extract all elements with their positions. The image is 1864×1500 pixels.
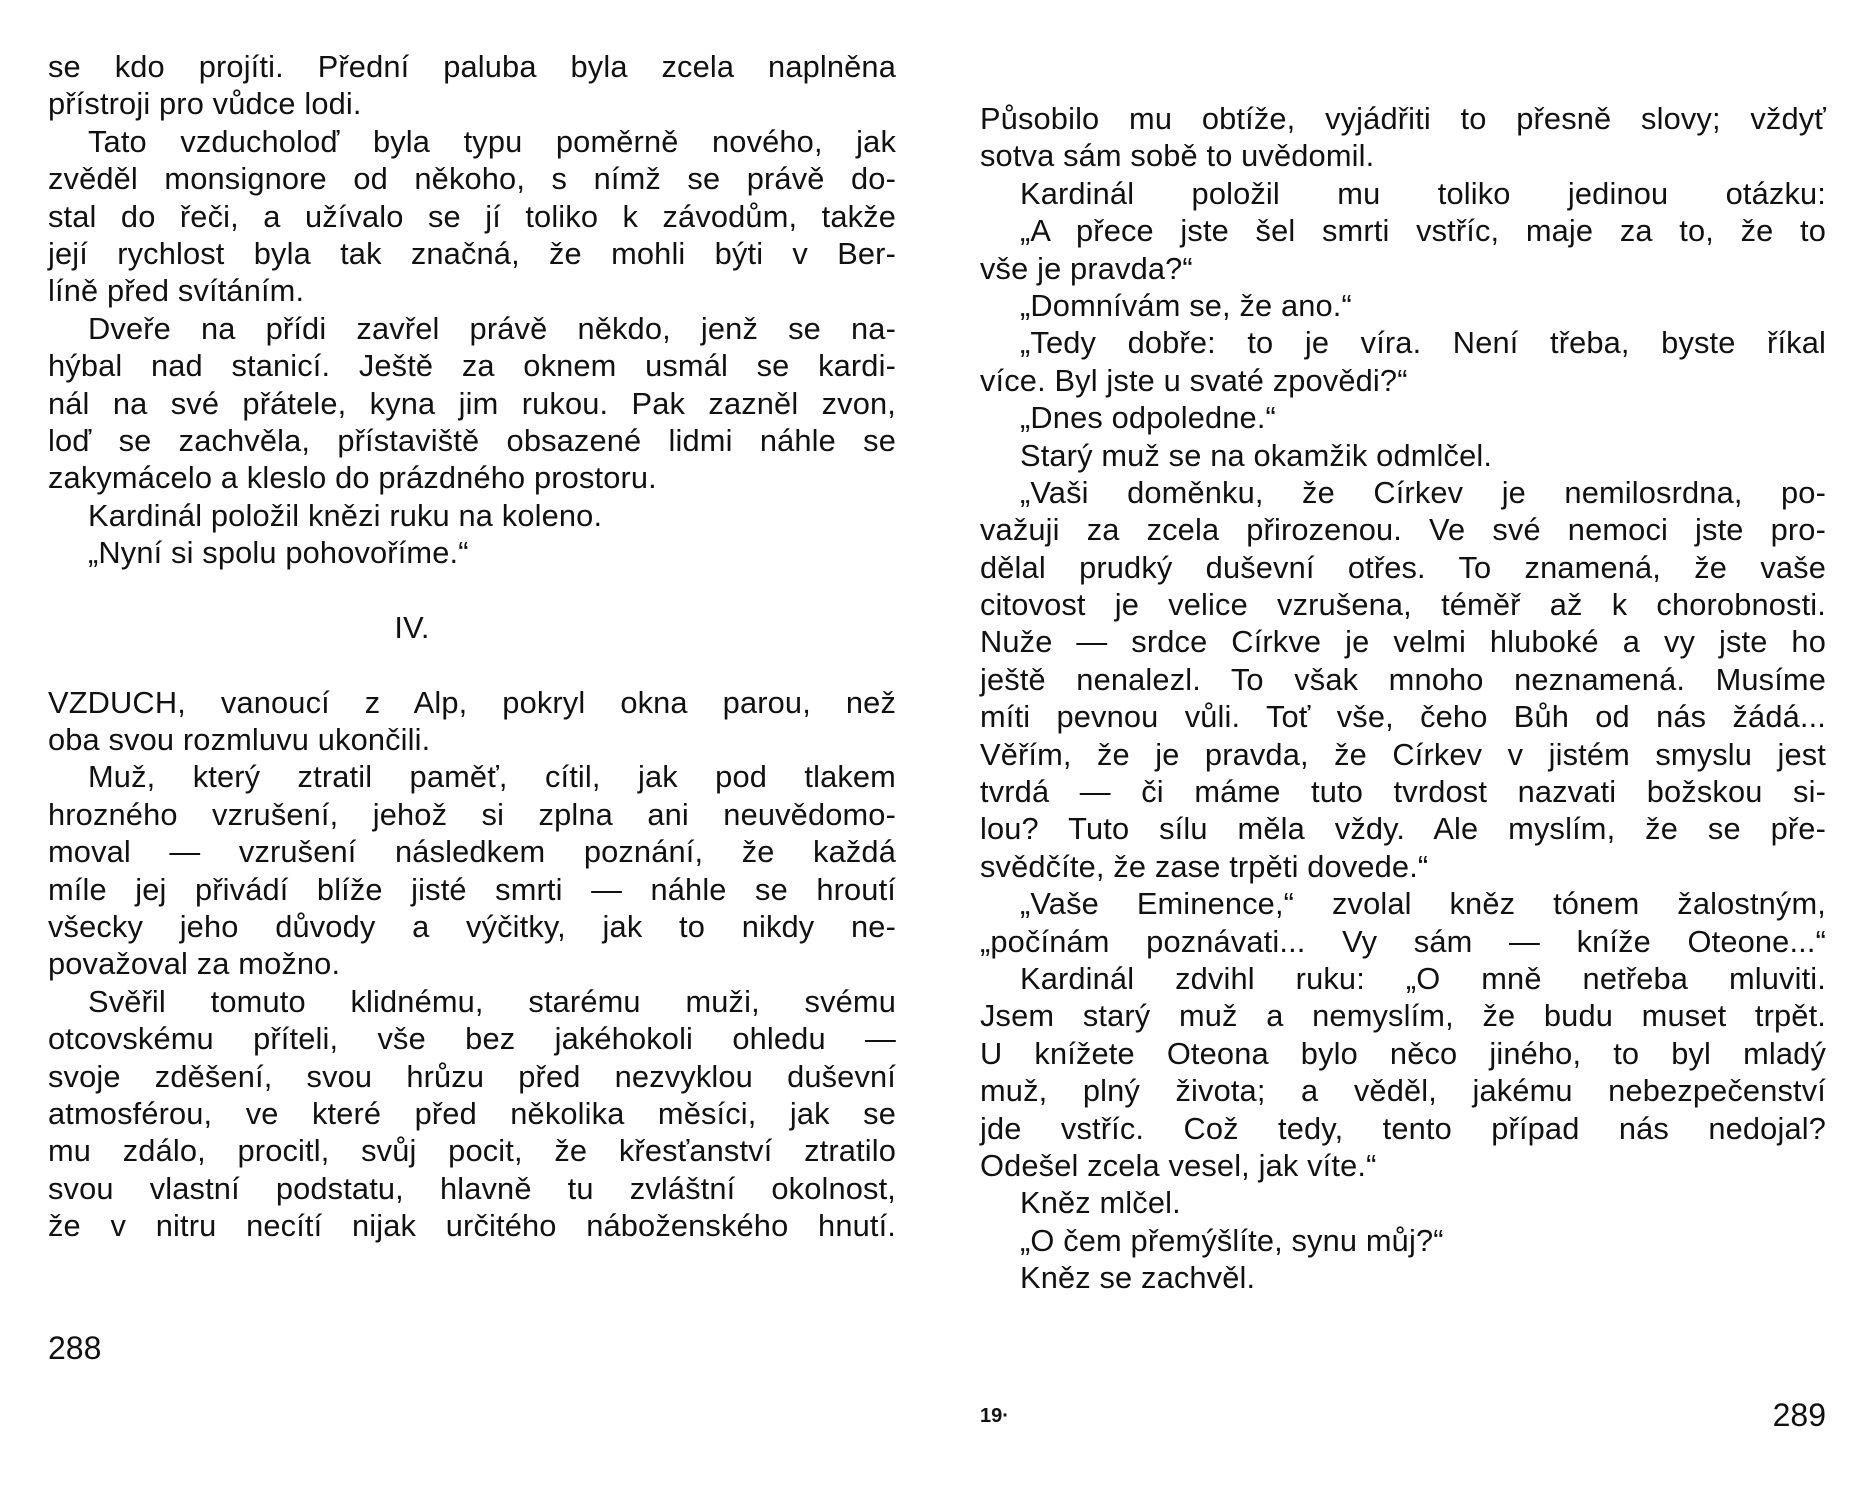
right-page-text-line: Působilo mu obtíže, vyjádřiti to přesně slovy; vždyť bbox=[980, 101, 1826, 136]
right-page-text-line: Kněz mlčel. bbox=[1020, 1185, 1181, 1221]
right-page-text-line: U knížete Oteona bylo něco jiného, to byl mladý bbox=[980, 1035, 1826, 1071]
right-page-text-line: muž, plný života; a věděl, jakému nebezpečenství bbox=[980, 1073, 1826, 1109]
left-page-text-line: se kdo projíti. Přední paluba byla zcela naplněna bbox=[48, 49, 896, 84]
right-page-number: 289 bbox=[1772, 1397, 1826, 1433]
right-page-text-line: Jsem starý muž a nemyslím, že budu muset trpět. bbox=[980, 998, 1826, 1034]
right-page-text-line: více. Byl jste u svaté zpovědi?“ bbox=[980, 362, 1408, 398]
right-page-text-line: Kardinál zdvihl ruku: „O mně netřeba mluviti. bbox=[1020, 960, 1826, 996]
left-page-text-line: „Nyní si spolu pohovoříme.“ bbox=[88, 535, 469, 571]
right-page-text-line: svědčíte, že zase trpěti dovede.“ bbox=[980, 848, 1429, 884]
left-page-text-line: loď se zachvěla, přístaviště obsazené lidmi náhle se bbox=[48, 422, 896, 458]
right-page-text-line: dělal prudký duševní otřes. To znamená, že vaše bbox=[980, 549, 1826, 585]
left-page-text-line: Svěřil tomuto klidnému, starému muži, svému bbox=[88, 983, 896, 1019]
right-page bbox=[980, 0, 1826, 1500]
left-page-text-line: Dveře na přídi zavřel právě někdo, jenž se na- bbox=[88, 310, 896, 346]
right-page-text-line: Odešel zcela vesel, jak víte.“ bbox=[980, 1147, 1377, 1183]
right-page-text-line: Starý muž se na okamžik odmlčel. bbox=[1020, 437, 1493, 473]
right-page-text-line: jde vstříc. Což tedy, tento případ nás nedojal? bbox=[980, 1110, 1826, 1146]
right-page-text-line: „Vaši doměnku, že Církev je nemilosrdna, po- bbox=[1020, 474, 1826, 510]
right-page-text-line: Kněz se zachvěl. bbox=[1020, 1260, 1256, 1296]
left-page-number: 288 bbox=[48, 1330, 102, 1366]
left-page-text bbox=[48, 48, 896, 1245]
left-page-text-line: Muž, který ztratil paměť, cítil, jak pod tlakem bbox=[88, 759, 896, 795]
heading-spacer bbox=[48, 571, 896, 608]
left-page-text-line: líně před svítáním. bbox=[48, 273, 305, 309]
left-page-text-line: otcovskému příteli, vše bez jakéhokoli ohledu — bbox=[48, 1021, 896, 1057]
right-page-text-line: vše je pravda?“ bbox=[980, 250, 1193, 286]
left-page-text-line: svou vlastní podstatu, hlavně tu zvláštní okolnost, bbox=[48, 1170, 896, 1206]
right-page-text-line: citovost je velice vzrušena, téměř až k chorobnosti. bbox=[980, 587, 1826, 623]
right-page-text-line: míti pevnou vůli. Toť vše, čeho Bůh od nás žádá... bbox=[980, 699, 1826, 735]
left-page-text-line: VZDUCH, vanoucí z Alp, pokryl okna parou, než bbox=[48, 684, 896, 720]
left-page-text-line: Kardinál položil knězi ruku na koleno. bbox=[88, 497, 603, 533]
right-page-text-line: „Dnes odpoledne.“ bbox=[1020, 400, 1276, 436]
left-page-text-line: považoval za možno. bbox=[48, 946, 341, 982]
right-page-text-line: ještě nenalezl. To však mnoho neznamená. Musíme bbox=[980, 661, 1826, 697]
printer-signature-mark: 19· bbox=[980, 1405, 1009, 1427]
right-page-text-line: važuji za zcela přirozenou. Ve své nemoci jste pro- bbox=[980, 512, 1826, 548]
left-page-text-line: stal do řeči, a užívalo se jí toliko k závodům, takže bbox=[48, 198, 896, 234]
right-page-text-line: Nuže — srdce Církve je velmi hluboké a vy jste ho bbox=[980, 624, 1826, 660]
left-page-text-line: zakymácelo a kleslo do prázdného prostoru. bbox=[48, 460, 657, 496]
left-page-text-line: hýbal nad stanicí. Ještě za oknem usmál se kardi- bbox=[48, 348, 896, 384]
left-page-text-line: přístroji pro vůdce lodi. bbox=[48, 86, 362, 122]
right-page-text-line: „A přece jste šel smrti vstříc, maje za to, že to bbox=[1020, 213, 1826, 249]
left-page-text-line: oba svou rozmluvu ukončili. bbox=[48, 722, 431, 758]
right-page-text-line: sotva sám sobě to uvědomil. bbox=[980, 138, 1375, 174]
right-page-text-line: lou? Tuto sílu měla vždy. Ale myslím, že se pře- bbox=[980, 811, 1826, 847]
chapter-heading: IV. bbox=[394, 609, 430, 645]
right-page-text-line: „Domnívám se, že ano.“ bbox=[1020, 287, 1352, 323]
left-page-text-line: atmosférou, ve které před několika měsíci, jak se bbox=[48, 1095, 896, 1131]
left-page-text-line: svoje zděšení, svou hrůzu před nezvyklou duševní bbox=[48, 1058, 896, 1094]
left-page-text-line: mu zdálo, procitl, svůj pocit, že křesťanství ztratilo bbox=[48, 1133, 896, 1169]
left-page-text-line: všecky jeho důvody a výčitky, jak to nikdy ne- bbox=[48, 908, 896, 944]
left-page-text-line: moval — vzrušení následkem poznání, že každá bbox=[48, 834, 896, 870]
left-page-text-line: nál na své přátele, kyna jim rukou. Pak zazněl zvon, bbox=[48, 385, 896, 421]
left-page bbox=[48, 0, 896, 1500]
right-page-text-line: Věřím, že je pravda, že Církev v jistém smyslu jest bbox=[980, 736, 1826, 772]
right-page-text-line: „Tedy dobře: to je víra. Není třeba, byste říkal bbox=[1020, 325, 1826, 361]
heading-spacer bbox=[48, 646, 896, 683]
right-page-text-line: tvrdá — či máme tuto tvrdost nazvati božskou si- bbox=[980, 774, 1826, 810]
left-page-text-line: zvěděl monsignore od někoho, s nímž se právě do- bbox=[48, 161, 896, 197]
right-page-text-line: „Vaše Eminence,“ zvolal kněz tónem žalostným, bbox=[1020, 886, 1826, 922]
left-page-text-line: Tato vzducholoď byla typu poměrně nového, jak bbox=[88, 123, 896, 159]
right-page-text-line: Kardinál položil mu toliko jedinou otázku: bbox=[1020, 175, 1826, 211]
left-page-text-line: míle jej přivádí blíže jisté smrti — náhle se hroutí bbox=[48, 871, 896, 907]
left-page-text-line: její rychlost byla tak značná, že mohli býti v Ber- bbox=[48, 235, 896, 271]
left-page-text-line: hrozného vzrušení, jehož si zplna ani neuvědomo- bbox=[48, 796, 896, 832]
right-page-text bbox=[980, 100, 1826, 1297]
left-page-text-line: že v nitru necítí nijak určitého náboženského hnutí. bbox=[48, 1208, 896, 1244]
right-page-text-line: „počínám poznávati... Vy sám — kníže Oteone...“ bbox=[980, 923, 1826, 959]
right-page-text-line: „O čem přemýšlíte, synu můj?“ bbox=[1020, 1222, 1444, 1258]
